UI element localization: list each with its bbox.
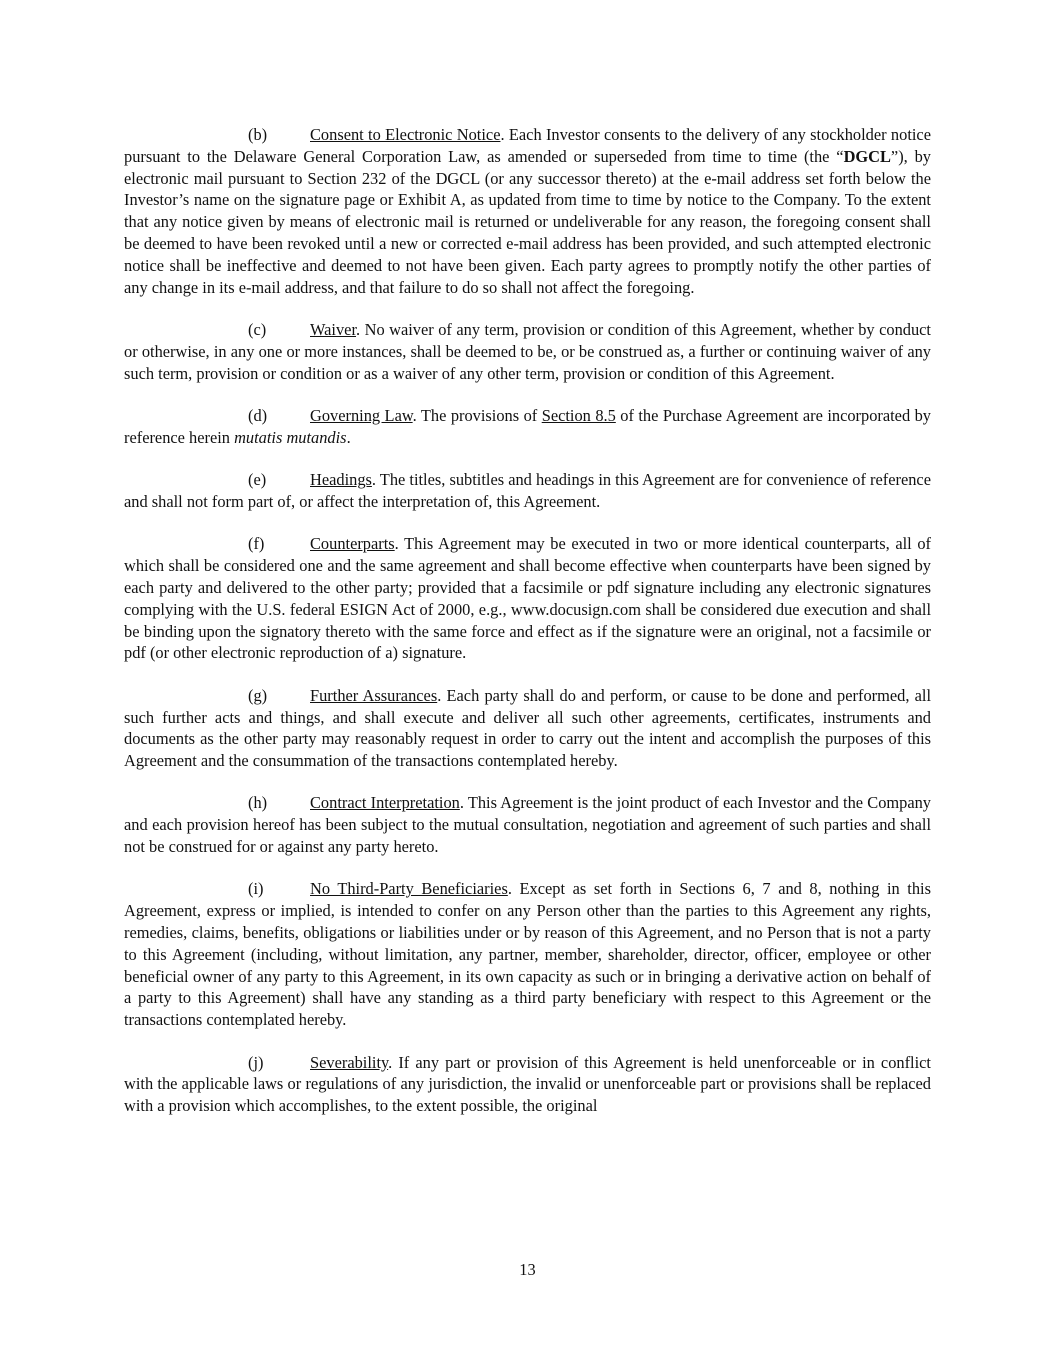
section-text: . Each Investor consents to the delivery of any stockholder notice pursuant to the Delaware General Corporation Law, as amended or superseded from time to time (the “ [124,125,931,166]
section-label: (j) [248,1052,264,1072]
defined-term: DGCL [843,146,891,166]
section-reference: Section 8.5 [541,405,616,425]
section-text: . [346,427,351,447]
section-label: (d) [248,405,268,425]
section-label: (g) [248,685,268,705]
section-text: . If any part or provision of this Agreement is held unenforceable or in conflict with the applicable laws or regulations of any jurisdiction, the invalid or unenforceable part or provisions shall be replaced with a provision which accomplishes, to the extent possible, the original [124,1052,931,1116]
section-text: ”), by electronic mail pursuant to Section 232 of the DGCL (or any successor thereto) at the e-mail address set forth below the Investor’s name on the signature page or Exhibit A, as updated from time to time by notice to the Company. To the extent that any notice given by means of electronic mail is returned or undeliverable for any reason, the foregoing consent shall be deemed to have been revoked until a new or corrected e-mail address has been provided, and such attempted electronic notice shall be ineffective and deemed to not have been given. Each party agrees to promptly notify the other parties of any change in its e-mail address, and that failure to do so shall not affect the foregoing. [124,146,931,297]
section-text: . This Agreement may be executed in two or more identical counterparts, all of which shall be considered one and the same agreement and shall become effective when counterparts have been signed by each party and delivered to the other party; provided that a facsimile or pdf signature including any electronic signatures complying with the U.S. federal ESIGN Act of 2000, e.g., www.docusign.com shall be considered due execution and shall be binding upon the signatory thereto with the same force and effect as if the signature were an original, not a facsimile or pdf (or other electronic reproduction of a) signature. [124,534,931,663]
section-heading: Waiver [310,319,357,339]
section-g [124,685,931,772]
document-page [124,124,931,1138]
section-text: . No waiver of any term, provision or condition of this Agreement, whether by conduct or otherwise, in any one or more instances, shall be deemed to be, or be construed as, a further or continuing waiver of any such term, provision or condition or as a waiver of any other term, provision or condition of this Agreement. [124,319,931,383]
section-label: (i) [248,879,264,899]
section-i [124,878,931,1031]
section-d [124,405,931,449]
latin-phrase: mutatis mutandis [234,427,347,447]
section-label: (f) [248,534,265,554]
section-f [124,533,931,664]
section-heading: Governing Law [310,405,413,425]
section-b [124,124,931,298]
section-j [124,1052,931,1117]
section-heading: Counterparts [310,534,395,554]
section-label: (b) [248,125,268,144]
section-label: (c) [248,319,267,339]
section-text: . Each party shall do and perform, or cause to be done and performed, all such further acts and things, and shall execute and deliver all such other agreements, certificates, instruments and documents as the other party may reasonably request in order to carry out the intent and accomplish the purposes of this Agreement and the consummation of the transactions contemplated hereby. [124,685,931,771]
section-text: of the Purchase Agreement are incorporated by reference herein [124,405,931,447]
section-label: (h) [248,793,268,813]
section-heading: No Third-Party Beneficiaries [310,879,508,899]
section-heading: Consent to Electronic Notice [310,125,501,144]
section-text: . The titles, subtitles and headings in this Agreement are for convenience of reference and shall not form part of, or affect the interpretation of, this Agreement. [124,470,931,511]
section-c [124,319,931,384]
section-heading: Severability [310,1052,389,1072]
section-text: . Except as set forth in Sections 6, 7 and 8, nothing in this Agreement, express or implied, is intended to confer on any Person other than the parties to this Agreement any rights, remedies, claims, benefits, obligations or liabilities under or by reason of this Agreement, and no Person that is not a party to this Agreement (including, without limitation, any partner, member, shareholder, director, officer, employee or other beneficial owner of any party to this Agreement, in its own capacity as such or in bringing a derivative action on behalf of a party to this Agreement) shall have any standing as a third party beneficiary with respect to this Agreement or the transactions contemplated hereby. [124,879,931,1030]
section-text: . This Agreement is the joint product of each Investor and the Company and each provision hereof has been subject to the mutual consultation, negotiation and agreement of such parties and shall not be construed for or against any party hereto. [124,793,931,857]
section-h [124,792,931,857]
section-text: . The provisions of [412,405,542,425]
section-heading: Headings [310,470,372,490]
section-heading: Contract Interpretation [310,793,460,813]
section-label: (e) [248,470,267,490]
page-number: 13 [519,1260,536,1279]
section-e [124,469,931,513]
section-heading: Further Assurances [310,685,438,705]
